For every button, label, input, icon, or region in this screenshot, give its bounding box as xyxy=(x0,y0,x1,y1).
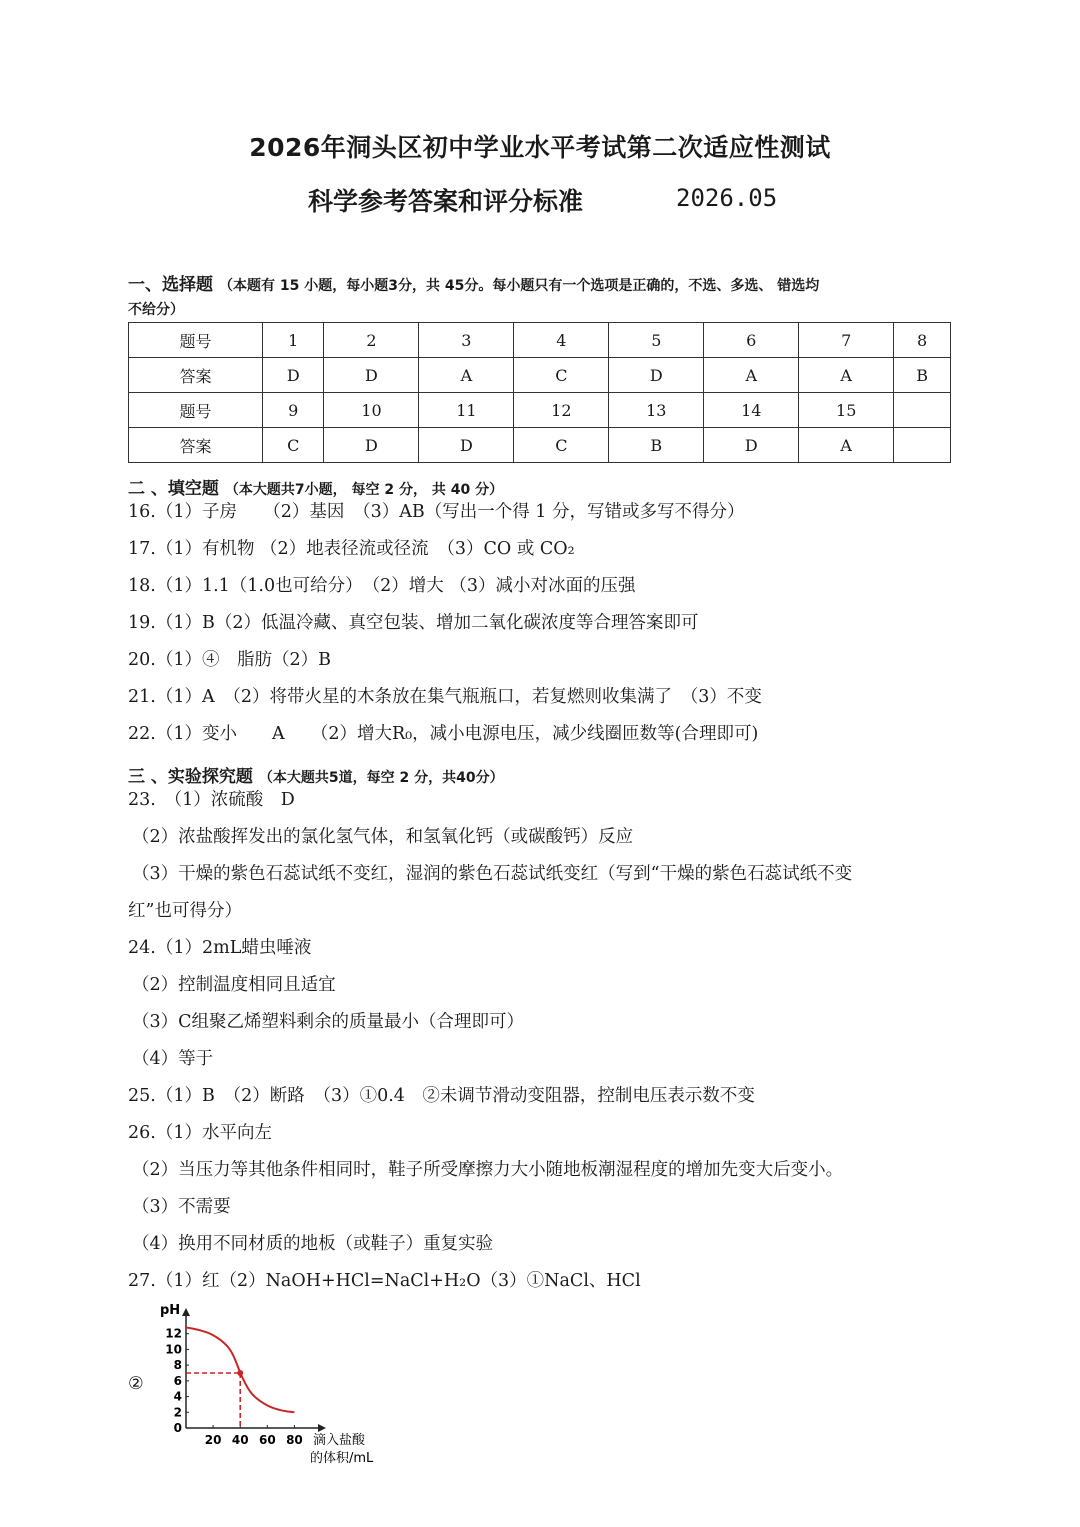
x-tick-label: 60 xyxy=(258,1433,276,1447)
answer-line: 23. （1）浓硫酸 D xyxy=(128,790,295,810)
circle-two-label: ② xyxy=(128,1374,144,1394)
y-tick-label: 6 xyxy=(173,1373,182,1388)
answer-line: 红”也可得分） xyxy=(128,901,242,921)
cell: 6 xyxy=(704,323,799,358)
answer-line: 24.（1）2mL蜡虫唾液 xyxy=(128,938,312,958)
cell xyxy=(894,428,951,463)
y-tick-label: 12 xyxy=(165,1326,182,1341)
cell: C xyxy=(514,428,609,463)
cell: C xyxy=(514,358,609,393)
cell: A xyxy=(799,428,894,463)
cell: 9 xyxy=(263,393,324,428)
y-tick-label: 4 xyxy=(173,1389,182,1404)
y-tick-label: 10 xyxy=(165,1342,182,1357)
answer-line: （2）浓盐酸挥发出的氯化氢气体，和氢氧化钙（或碳酸钙）反应 xyxy=(132,827,634,847)
x-axis-arrow xyxy=(318,1424,326,1432)
cell: 15 xyxy=(799,393,894,428)
row-label: 题号 xyxy=(129,323,263,358)
cell: 8 xyxy=(894,323,951,358)
table-row xyxy=(129,393,951,428)
cell: A xyxy=(799,358,894,393)
answer-table xyxy=(128,322,951,463)
x-tick-label: 20 xyxy=(204,1433,222,1447)
table-row xyxy=(129,428,951,463)
section2-note: （本大题共7小题， 每空 2 分， 共 40 分） xyxy=(224,482,504,498)
cell: 14 xyxy=(704,393,799,428)
y-tick-label: 0 xyxy=(173,1421,182,1435)
cell: C xyxy=(263,428,324,463)
section3-note: （本大题共5道，每空 2 分，共40分） xyxy=(258,770,504,786)
section1-note: （本题有 15 小题，每小题3分，共 45分。每小题只有一个选项是正确的，不选、多选、 错选均 xyxy=(219,278,820,294)
section2-title: 二 、填空题 xyxy=(128,479,219,499)
marked-point xyxy=(237,1370,243,1376)
ph-chart xyxy=(150,1300,390,1470)
x-axis-label-line2: 的体积/mL xyxy=(310,1451,374,1466)
cell: 1 xyxy=(263,323,324,358)
section1-heading xyxy=(128,270,819,295)
cell: D xyxy=(704,428,799,463)
x-tick-label: 40 xyxy=(231,1433,249,1447)
cell: 7 xyxy=(799,323,894,358)
dashed-guides xyxy=(186,1373,240,1428)
answer-line: （4）换用不同材质的地板（或鞋子）重复实验 xyxy=(132,1234,494,1254)
cell: 5 xyxy=(609,323,704,358)
answer-line: 21.（1）A （2）将带火星的木条放在集气瓶瓶口，若复燃则收集满了 （3）不变 xyxy=(128,687,762,707)
answer-line: 25.（1）B （2）断路 （3）①0.4 ②未调节滑动变阻器，控制电压表示数不变 xyxy=(128,1086,755,1106)
page-subtitle: 科学参考答案和评分标准 xyxy=(308,187,584,216)
cell: 4 xyxy=(514,323,609,358)
cell: 3 xyxy=(419,323,514,358)
section2-heading xyxy=(128,474,503,499)
answer-line: 27.（1）红（2）NaOH+HCl=NaCl+H₂O（3）①NaCl、HCl xyxy=(128,1271,641,1291)
section3-title: 三 、实验探究题 xyxy=(128,767,253,787)
answer-line: （3）C组聚乙烯塑料剩余的质量最小（合理即可） xyxy=(132,1012,525,1032)
cell: D xyxy=(263,358,324,393)
answer-line: 18.（1）1.1（1.0也可给分） （2）增大 （3）减小对冰面的压强 xyxy=(128,576,636,596)
cell: D xyxy=(324,358,419,393)
row-label: 答案 xyxy=(129,428,263,463)
answer-line: 26.（1）水平向左 xyxy=(128,1123,272,1143)
cell: B xyxy=(894,358,951,393)
row-label: 题号 xyxy=(129,393,263,428)
cell: 13 xyxy=(609,393,704,428)
table-row xyxy=(129,323,951,358)
cell: 11 xyxy=(419,393,514,428)
y-tick-label: 8 xyxy=(173,1358,182,1373)
x-axis-label-line1: 滴入盐酸 xyxy=(313,1433,366,1448)
section3-heading xyxy=(128,762,504,787)
x-tick-label: 80 xyxy=(286,1433,303,1447)
cell: D xyxy=(609,358,704,393)
chart-axes xyxy=(182,1308,326,1432)
cell xyxy=(894,393,951,428)
answer-line: 19.（1）B（2）低温冷藏、真空包装、增加二氧化碳浓度等合理答案即可 xyxy=(128,613,699,633)
cell: D xyxy=(419,428,514,463)
cell: A xyxy=(704,358,799,393)
cell: A xyxy=(419,358,514,393)
answer-line: 20.（1）④ 脂肪（2）B xyxy=(128,650,331,670)
answer-line: （3）干燥的紫色石蕊试纸不变红，湿润的紫色石蕊试纸变红（写到“干燥的紫色石蕊试纸不变 xyxy=(132,864,853,884)
table-row xyxy=(129,358,951,393)
section1-note2: 不给分） xyxy=(128,302,184,318)
cell: 10 xyxy=(324,393,419,428)
cell: B xyxy=(609,428,704,463)
cell: D xyxy=(324,428,419,463)
y-axis-arrow xyxy=(182,1308,190,1316)
answer-line: 17.（1）有机物 （2）地表径流或径流 （3）CO 或 CO₂ xyxy=(128,539,575,559)
page-title: 2026年洞头区初中学业水平考试第二次适应性测试 xyxy=(249,133,831,162)
y-axis-label: pH xyxy=(160,1303,181,1318)
answer-line: 22.（1）变小 A （2）增大R₀，减小电源电压，减少线圈匝数等(合理即可) xyxy=(128,724,759,744)
cell: 2 xyxy=(324,323,419,358)
cell: 12 xyxy=(514,393,609,428)
row-label: 答案 xyxy=(129,358,263,393)
answer-line: （2）当压力等其他条件相同时，鞋子所受摩擦力大小随地板潮湿程度的增加先变大后变小。 xyxy=(132,1160,844,1180)
section1-title: 一、选择题 xyxy=(128,275,213,295)
y-tick-label: 2 xyxy=(173,1405,182,1420)
answer-line: （4）等于 xyxy=(132,1049,214,1069)
answer-line: （2）控制温度相同且适宜 xyxy=(132,975,336,995)
answer-line: 16.（1）子房 （2）基因 （3）AB（写出一个得 1 分，写错或多写不得分） xyxy=(128,502,745,522)
date: 2026.05 xyxy=(676,184,778,212)
answer-line: （3）不需要 xyxy=(132,1197,231,1217)
